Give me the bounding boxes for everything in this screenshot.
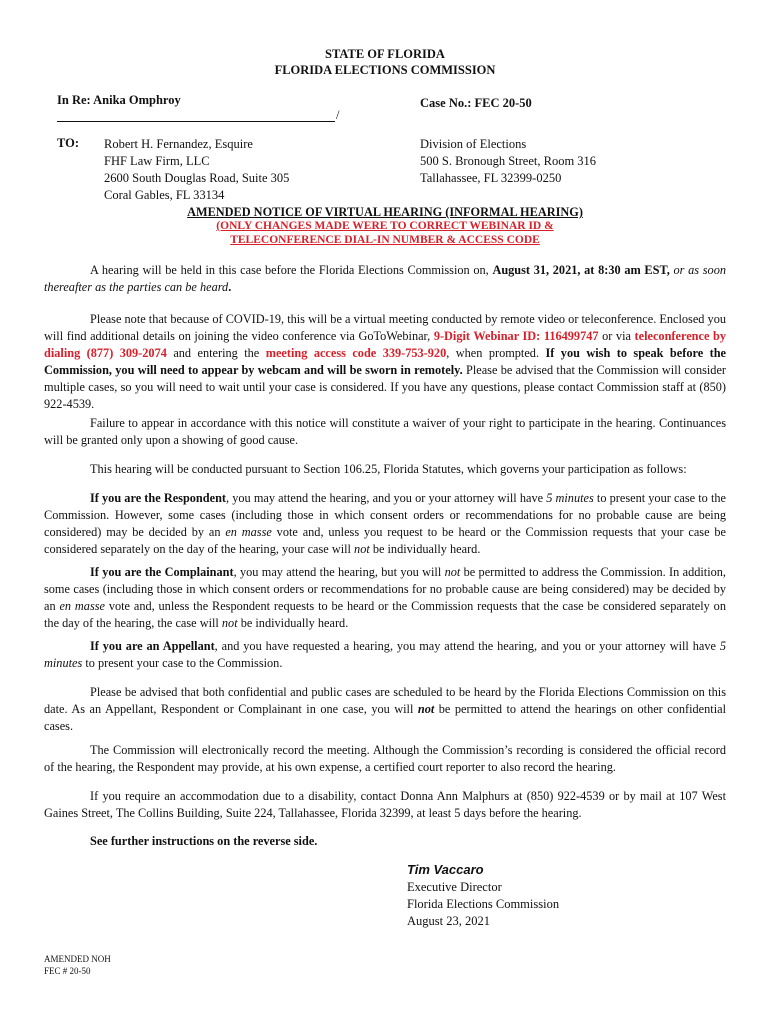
division-address — [420, 136, 596, 187]
in-re-label: In Re: Anika Omphroy — [57, 93, 181, 107]
signature: Tim Vaccaro — [407, 862, 484, 877]
webinar-id: 9-Digit Webinar ID: 116499747 — [433, 329, 599, 343]
case-number: Case No.: FEC 20-50 — [420, 96, 532, 110]
reverse-side-note: See further instructions on the reverse side. — [90, 834, 318, 848]
complainant-paragraph: If you are the Complainant, you may attend the hearing, but you will not be permitted to address the Commission. In addition, some cases (including those in which consent orders or recommendations for no probable cause are being considered) may be decided by an en masse vote and, unless the Respondent requests to be heard or the Commission requests that the case be considered separately on the day of the hearing, the case will not be individually heard. — [44, 565, 726, 630]
division-line: Tallahassee, FL 32399-0250 — [420, 171, 562, 185]
footer-line: FEC # 20-50 — [44, 966, 91, 976]
accommodation-paragraph: If you require an accommodation due to a disability, contact Donna Ann Malphurs at (850) 922-4539 or by mail at 107 West Gaines Street, The Collins Building, Suite 224, Tallahassee, Florida 32399, at least 5 days before the hearing. — [44, 789, 726, 820]
recipient-line: Robert H. Fernandez, Esquire — [104, 137, 253, 151]
hearing-date: August 31, 2021, at 8:30 am EST, — [492, 263, 674, 277]
division-line: 500 S. Bronough Street, Room 316 — [420, 154, 597, 168]
notice-changes-line2: TELECONFERENCE DIAL-IN NUMBER & ACCESS CODE — [230, 234, 540, 246]
signature-date: August 23, 2021 — [407, 914, 490, 928]
footer — [44, 953, 111, 977]
recipient-line: 2600 South Douglas Road, Suite 305 — [104, 171, 290, 185]
footer-line: AMENDED NOH — [44, 954, 111, 964]
covid-paragraph: Please note that because of COVID-19, this will be a virtual meeting conducted by remote video or teleconference. Enclosed you will find additional details on joining the video conference via GoToWebinar, 9-Digit Webinar ID: 116499747 or via teleconference by dialing (877) 309-2074 and entering the meeting access code 339-753-920, when prompted. If you wish to speak before the Commission, you will need to appear by webcam and will be sworn in remotely. Please be advised that the Commission will consider multiple cases, so you will need to wait until your case is considered. If you have any questions, please contact Commission staff at (850) 922-4539. — [44, 312, 727, 411]
recording-paragraph: The Commission will electronically record the meeting. Although the Commission’s recording is considered the official record of the hearing, the Respondent may provide, at his own expense, a certified court reporter to also record the hearing. — [44, 743, 726, 774]
confidential-paragraph: Please be advised that both confidential and public cases are scheduled to be heard by the Florida Elections Commission on this date. As an Appellant, Respondent or Complainant in one case, you will not be permitted to attend the hearings on other confidential cases. — [44, 685, 726, 733]
caption-underline — [57, 121, 335, 122]
statute-paragraph: This hearing will be conducted pursuant to Section 106.25, Florida Statutes, which governs your participation as follows: — [90, 462, 687, 476]
appellant-paragraph: If you are an Appellant, and you have requested a hearing, you may attend the hearing, and you or your attorney will have 5 minutes to present your case to the Commission. — [44, 639, 726, 670]
to-label: TO: — [57, 136, 79, 150]
failure-paragraph: Failure to appear in accordance with this notice will constitute a waiver of your right to participate in the hearing. Continuances will be granted only upon a showing of good cause. — [44, 416, 726, 447]
hearing-paragraph: A hearing will be held in this case before the Florida Elections Commission on, August 31, 2021, at 8:30 am EST, or as soon thereafter as the parties can be heard. — [44, 263, 726, 294]
respondent-paragraph: If you are the Respondent, you may attend the hearing, and you or your attorney will have 5 minutes to present your case to the Commission. However, some cases (including those in which consent orders or recommendations for no probable cause are being considered) may be decided by an en masse vote and, unless you request to be heard or the Commission requests that your case be considered separately on the day of the hearing, your case will not be individually heard. — [44, 491, 726, 556]
notice-title: AMENDED NOTICE OF VIRTUAL HEARING (INFORMAL HEARING) — [187, 205, 583, 219]
header-commission: FLORIDA ELECTIONS COMMISSION — [274, 63, 496, 77]
notice-changes-line1: (ONLY CHANGES MADE WERE TO CORRECT WEBINAR ID & — [216, 220, 554, 232]
header-state: STATE OF FLORIDA — [325, 47, 445, 61]
teleconference-number: teleconference by dialing (877) 309-2074 — [44, 329, 726, 360]
recipient-line: FHF Law Firm, LLC — [104, 154, 210, 168]
division-line: Division of Elections — [420, 137, 527, 151]
signature-block — [407, 879, 559, 930]
recipient-address — [104, 136, 289, 204]
caption-slash: / — [336, 108, 340, 122]
recipient-line: Coral Gables, FL 33134 — [104, 188, 225, 202]
signer-title: Executive Director — [407, 880, 502, 894]
signer-organization: Florida Elections Commission — [407, 897, 560, 911]
access-code: meeting access code 339-753-920 — [265, 346, 447, 360]
